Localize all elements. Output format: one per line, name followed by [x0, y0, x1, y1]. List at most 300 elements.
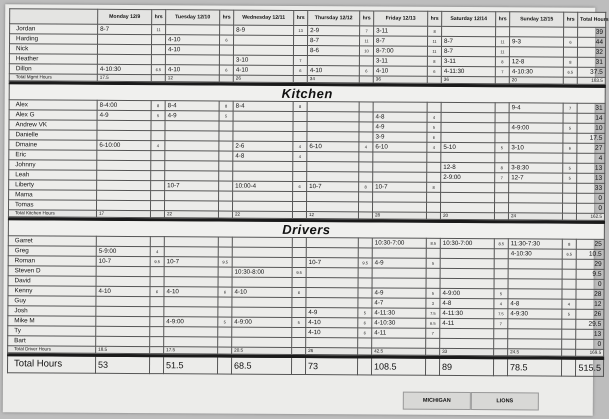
total-cell[interactable]: 0: [576, 339, 604, 349]
shift-cell[interactable]: [509, 183, 563, 193]
shift-cell[interactable]: 8-4: [165, 101, 219, 111]
shift-cell[interactable]: [358, 212, 372, 219]
shift-cell[interactable]: 10-7: [164, 257, 218, 267]
shift-cell[interactable]: [219, 191, 233, 201]
shift-cell[interactable]: 73: [305, 358, 357, 375]
shift-cell[interactable]: 6.5: [151, 65, 165, 75]
total-cell[interactable]: 32: [577, 47, 605, 57]
shift-cell[interactable]: [358, 338, 372, 348]
shift-cell[interactable]: [509, 193, 563, 203]
total-cell[interactable]: 169.5: [576, 349, 604, 356]
shift-cell[interactable]: [358, 288, 372, 298]
shift-cell[interactable]: 8: [495, 163, 509, 173]
shift-cell[interactable]: [292, 337, 306, 347]
shift-cell[interactable]: [151, 151, 165, 161]
shift-cell[interactable]: 6: [359, 66, 373, 76]
shift-cell[interactable]: 6: [219, 65, 233, 75]
shift-cell[interactable]: [218, 277, 232, 287]
total-cell[interactable]: 13: [577, 163, 605, 173]
shift-cell[interactable]: [232, 337, 292, 347]
shift-cell[interactable]: 4-10: [307, 66, 359, 76]
shift-cell[interactable]: 5: [292, 317, 306, 327]
shift-cell[interactable]: 10:30-8:00: [232, 267, 292, 277]
shift-cell[interactable]: [441, 182, 495, 192]
shift-cell[interactable]: [562, 289, 576, 299]
shift-cell[interactable]: [372, 338, 426, 348]
shift-cell[interactable]: [150, 237, 164, 247]
shift-cell[interactable]: 78.5: [507, 359, 561, 376]
shift-cell[interactable]: 2-6: [233, 141, 293, 151]
shift-cell[interactable]: [508, 203, 562, 213]
shift-cell[interactable]: [151, 55, 165, 65]
shift-cell[interactable]: [440, 328, 494, 338]
shift-cell[interactable]: 51.5: [163, 357, 217, 374]
shift-cell[interactable]: [166, 25, 220, 35]
shift-cell[interactable]: 6: [358, 318, 372, 328]
total-cell[interactable]: 12: [576, 299, 604, 309]
shift-cell[interactable]: 5: [495, 143, 509, 153]
shift-cell[interactable]: [358, 278, 372, 288]
shift-cell[interactable]: [494, 249, 508, 259]
shift-cell[interactable]: [509, 133, 563, 143]
shift-cell[interactable]: [152, 35, 166, 45]
shift-cell[interactable]: [306, 298, 358, 308]
shift-cell[interactable]: 17: [96, 210, 150, 217]
shift-cell[interactable]: 7: [426, 328, 440, 338]
shift-cell[interactable]: 20: [509, 77, 563, 84]
shift-cell[interactable]: 5: [426, 258, 440, 268]
shift-cell[interactable]: 6.5: [563, 67, 577, 77]
shift-cell[interactable]: [563, 133, 577, 143]
shift-cell[interactable]: 5: [562, 309, 576, 319]
shift-cell[interactable]: [359, 76, 373, 83]
shift-cell[interactable]: [358, 202, 372, 212]
shift-cell[interactable]: 3-9: [373, 132, 427, 142]
shift-cell[interactable]: [372, 278, 426, 288]
shift-cell[interactable]: 4: [494, 299, 508, 309]
shift-cell[interactable]: [291, 357, 305, 374]
shift-cell[interactable]: 4-9: [306, 308, 358, 318]
shift-cell[interactable]: 11: [495, 47, 509, 57]
shift-cell[interactable]: 9.5: [292, 267, 306, 277]
shift-cell[interactable]: [359, 112, 373, 122]
shift-cell[interactable]: [151, 45, 165, 55]
shift-cell[interactable]: [219, 161, 233, 171]
shift-cell[interactable]: 8: [427, 182, 441, 192]
shift-cell[interactable]: 17.5: [97, 74, 151, 81]
shift-cell[interactable]: [359, 56, 373, 66]
shift-cell[interactable]: [359, 132, 373, 142]
shift-cell[interactable]: [508, 319, 562, 329]
total-cell[interactable]: 29: [576, 259, 604, 269]
total-cell[interactable]: 0: [576, 279, 604, 289]
shift-cell[interactable]: [292, 257, 306, 267]
shift-cell[interactable]: [219, 141, 233, 151]
shift-cell[interactable]: [562, 339, 576, 349]
total-cell[interactable]: 9.5: [576, 269, 604, 279]
shift-cell[interactable]: [218, 237, 232, 247]
shift-cell[interactable]: [150, 277, 164, 287]
shift-cell[interactable]: [441, 192, 495, 202]
shift-cell[interactable]: [306, 238, 358, 248]
shift-cell[interactable]: [232, 307, 292, 317]
shift-cell[interactable]: 12: [165, 75, 219, 82]
shift-cell[interactable]: [219, 55, 233, 65]
total-cell[interactable]: 183.5: [577, 77, 605, 84]
total-cell[interactable]: 10: [577, 123, 605, 133]
shift-cell[interactable]: 10-7: [373, 182, 427, 192]
shift-cell[interactable]: [494, 269, 508, 279]
shift-cell[interactable]: [233, 171, 293, 181]
total-cell[interactable]: 31: [577, 57, 605, 67]
shift-cell[interactable]: 5: [219, 111, 233, 121]
shift-cell[interactable]: [306, 278, 358, 288]
shift-cell[interactable]: 4-7: [372, 298, 426, 308]
shift-cell[interactable]: 4-10: [96, 286, 150, 296]
shift-cell[interactable]: [440, 248, 494, 258]
shift-cell[interactable]: [164, 267, 218, 277]
shift-cell[interactable]: 4-10: [306, 328, 358, 338]
shift-cell[interactable]: 36: [441, 76, 495, 83]
shift-cell[interactable]: 4: [151, 141, 165, 151]
shift-cell[interactable]: [292, 201, 306, 211]
shift-cell[interactable]: 6: [150, 287, 164, 297]
shift-cell[interactable]: [165, 141, 219, 151]
shift-cell[interactable]: [306, 268, 358, 278]
shift-cell[interactable]: [293, 111, 307, 121]
shift-cell[interactable]: [292, 297, 306, 307]
shift-cell[interactable]: 4-9:00: [440, 288, 494, 298]
shift-cell[interactable]: 4-9:00: [232, 317, 292, 327]
shift-cell[interactable]: 7: [495, 67, 509, 77]
shift-cell[interactable]: [232, 257, 292, 267]
shift-cell[interactable]: [165, 151, 219, 161]
shift-cell[interactable]: [509, 113, 563, 123]
shift-cell[interactable]: 11: [428, 36, 442, 46]
shift-cell[interactable]: 5-10: [441, 142, 495, 152]
shift-cell[interactable]: 24.5: [508, 349, 562, 356]
shift-cell[interactable]: [151, 181, 165, 191]
shift-cell[interactable]: [220, 25, 234, 35]
shift-cell[interactable]: 5: [563, 163, 577, 173]
shift-cell[interactable]: 8-4:00: [97, 100, 151, 110]
shift-cell[interactable]: 11: [152, 25, 166, 35]
shift-cell[interactable]: [164, 237, 218, 247]
shift-cell[interactable]: 5: [358, 308, 372, 318]
shift-cell[interactable]: [151, 191, 165, 201]
shift-cell[interactable]: [359, 162, 373, 172]
shift-cell[interactable]: [441, 122, 495, 132]
shift-cell[interactable]: [150, 327, 164, 337]
shift-cell[interactable]: 11: [427, 46, 441, 56]
shift-cell[interactable]: [441, 152, 495, 162]
shift-cell[interactable]: [440, 268, 494, 278]
shift-cell[interactable]: 4-8: [373, 112, 427, 122]
michigan-tab[interactable]: MICHIGAN: [403, 392, 471, 410]
shift-cell[interactable]: 12: [306, 212, 358, 219]
shift-cell[interactable]: [563, 113, 577, 123]
shift-cell[interactable]: 3-10: [233, 55, 293, 65]
shift-cell[interactable]: [293, 161, 307, 171]
total-cell[interactable]: 27: [577, 143, 605, 153]
shift-cell[interactable]: [427, 162, 441, 172]
shift-cell[interactable]: [150, 337, 164, 347]
shift-cell[interactable]: 6.5: [426, 318, 440, 328]
shift-cell[interactable]: 7: [360, 26, 374, 36]
shift-cell[interactable]: 4: [293, 141, 307, 151]
shift-cell[interactable]: [495, 153, 509, 163]
shift-cell[interactable]: [219, 151, 233, 161]
shift-cell[interactable]: 4-10:30: [97, 64, 151, 74]
shift-cell[interactable]: 8: [359, 182, 373, 192]
shift-cell[interactable]: 3-10: [509, 143, 563, 153]
shift-cell[interactable]: 9.5: [358, 258, 372, 268]
shift-cell[interactable]: 33: [440, 348, 494, 355]
shift-cell[interactable]: [97, 130, 151, 140]
shift-cell[interactable]: 13: [294, 25, 308, 35]
shift-cell[interactable]: 4: [427, 112, 441, 122]
shift-cell[interactable]: 18.5: [96, 346, 150, 353]
shift-cell[interactable]: [150, 267, 164, 277]
shift-cell[interactable]: [357, 358, 371, 375]
shift-cell[interactable]: [359, 102, 373, 112]
shift-cell[interactable]: 8-4: [233, 101, 293, 111]
shift-cell[interactable]: [307, 152, 359, 162]
shift-cell[interactable]: [427, 172, 441, 182]
shift-cell[interactable]: 10-7: [307, 182, 359, 192]
shift-cell[interactable]: [440, 278, 494, 288]
shift-cell[interactable]: 2-9: [308, 26, 360, 36]
shift-cell[interactable]: [494, 349, 508, 356]
shift-cell[interactable]: [509, 153, 563, 163]
shift-cell[interactable]: [219, 45, 233, 55]
total-cell[interactable]: 515.5: [575, 359, 603, 376]
shift-cell[interactable]: 24: [508, 213, 562, 220]
shift-cell[interactable]: 7: [293, 55, 307, 65]
total-cell[interactable]: 10.5: [576, 249, 604, 259]
total-cell[interactable]: 26: [576, 309, 604, 319]
shift-cell[interactable]: [97, 170, 151, 180]
shift-cell[interactable]: 10-7: [306, 258, 358, 268]
shift-cell[interactable]: [151, 171, 165, 181]
shift-cell[interactable]: [165, 121, 219, 131]
shift-cell[interactable]: [233, 131, 293, 141]
shift-cell[interactable]: 22: [164, 211, 218, 218]
shift-cell[interactable]: 4-10:30: [508, 249, 562, 259]
shift-cell[interactable]: [440, 338, 494, 348]
shift-cell[interactable]: 5-9:00: [96, 246, 150, 256]
shift-cell[interactable]: [164, 337, 218, 347]
shift-cell[interactable]: 6: [218, 287, 232, 297]
shift-cell[interactable]: [293, 121, 307, 131]
shift-cell[interactable]: [218, 297, 232, 307]
shift-cell[interactable]: [165, 131, 219, 141]
shift-cell[interactable]: [307, 122, 359, 132]
shift-cell[interactable]: [307, 162, 359, 172]
shift-cell[interactable]: 4-9: [165, 111, 219, 121]
shift-cell[interactable]: 4-9:00: [164, 317, 218, 327]
shift-cell[interactable]: [151, 131, 165, 141]
shift-cell[interactable]: 8-7:00: [373, 46, 427, 56]
shift-cell[interactable]: [292, 277, 306, 287]
shift-cell[interactable]: 42.5: [372, 348, 426, 355]
shift-cell[interactable]: 68.5: [231, 357, 291, 374]
shift-cell[interactable]: 53: [95, 356, 149, 373]
shift-cell[interactable]: 5: [151, 111, 165, 121]
shift-cell[interactable]: 8: [293, 101, 307, 111]
shift-cell[interactable]: [426, 248, 440, 258]
shift-cell[interactable]: 6.5: [562, 249, 576, 259]
shift-cell[interactable]: 4-11:30: [372, 308, 426, 318]
shift-cell[interactable]: 7.5: [426, 308, 440, 318]
shift-cell[interactable]: 4: [293, 151, 307, 161]
shift-cell[interactable]: [563, 47, 577, 57]
shift-cell[interactable]: [493, 359, 507, 376]
shift-cell[interactable]: [440, 258, 494, 268]
total-cell[interactable]: 4: [577, 153, 605, 163]
shift-cell[interactable]: [233, 121, 293, 131]
lions-tab[interactable]: LIONS: [471, 392, 539, 410]
shift-cell[interactable]: 6: [563, 143, 577, 153]
shift-cell[interactable]: [372, 248, 426, 258]
total-cell[interactable]: 13: [577, 173, 605, 183]
shift-cell[interactable]: [359, 152, 373, 162]
shift-cell[interactable]: [508, 289, 562, 299]
shift-cell[interactable]: [442, 26, 496, 36]
shift-cell[interactable]: [218, 347, 232, 354]
shift-cell[interactable]: 4-10: [233, 65, 293, 75]
shift-cell[interactable]: 4-10:30: [372, 318, 426, 328]
shift-cell[interactable]: [359, 192, 373, 202]
shift-cell[interactable]: [307, 112, 359, 122]
total-cell[interactable]: 29.5: [576, 319, 604, 329]
shift-cell[interactable]: 36: [373, 76, 427, 83]
shift-cell[interactable]: [293, 191, 307, 201]
shift-cell[interactable]: 6: [427, 66, 441, 76]
shift-cell[interactable]: 12-8: [509, 57, 563, 67]
shift-cell[interactable]: 4-10: [373, 66, 427, 76]
shift-cell[interactable]: 17.5: [164, 347, 218, 354]
shift-cell[interactable]: [495, 133, 509, 143]
shift-cell[interactable]: 7.5: [494, 309, 508, 319]
total-cell[interactable]: 0: [576, 203, 604, 213]
shift-cell[interactable]: 20.5: [232, 347, 292, 354]
shift-cell[interactable]: [218, 327, 232, 337]
shift-cell[interactable]: [306, 338, 358, 348]
shift-cell[interactable]: [292, 211, 306, 218]
shift-cell[interactable]: [427, 102, 441, 112]
shift-cell[interactable]: [97, 44, 151, 54]
shift-cell[interactable]: [97, 150, 151, 160]
shift-cell[interactable]: 26: [233, 75, 293, 82]
total-cell[interactable]: 37.5: [577, 67, 605, 77]
shift-cell[interactable]: [373, 192, 427, 202]
shift-cell[interactable]: 34: [307, 76, 359, 83]
shift-cell[interactable]: 8: [427, 56, 441, 66]
shift-cell[interactable]: [218, 247, 232, 257]
shift-cell[interactable]: [97, 190, 151, 200]
shift-cell[interactable]: 10-7: [165, 181, 219, 191]
shift-cell[interactable]: [427, 192, 441, 202]
shift-cell[interactable]: 10:30-7:00: [372, 238, 426, 248]
shift-cell[interactable]: [292, 307, 306, 317]
shift-cell[interactable]: 4-9: [97, 110, 151, 120]
shift-cell[interactable]: [164, 297, 218, 307]
shift-cell[interactable]: [232, 247, 292, 257]
shift-cell[interactable]: 4-11:30: [440, 308, 494, 318]
shift-cell[interactable]: 89: [439, 358, 493, 375]
shift-cell[interactable]: [96, 266, 150, 276]
total-cell[interactable]: 17.5: [577, 133, 605, 143]
shift-cell[interactable]: 4-11: [372, 328, 426, 338]
shift-cell[interactable]: [372, 202, 426, 212]
shift-cell[interactable]: [96, 306, 150, 316]
shift-cell[interactable]: 3-11: [373, 56, 427, 66]
shift-cell[interactable]: 7: [563, 103, 577, 113]
shift-cell[interactable]: 8-7: [442, 36, 496, 46]
shift-cell[interactable]: [151, 161, 165, 171]
shift-cell[interactable]: 9.5: [150, 257, 164, 267]
shift-cell[interactable]: 11:30-7:30: [508, 239, 562, 249]
shift-cell[interactable]: [219, 121, 233, 131]
shift-cell[interactable]: 8-7: [98, 24, 152, 34]
shift-cell[interactable]: [233, 45, 293, 55]
shift-cell[interactable]: 12-8: [441, 162, 495, 172]
total-cell[interactable]: 39: [578, 27, 606, 37]
shift-cell[interactable]: [218, 201, 232, 211]
shift-cell[interactable]: [494, 203, 508, 213]
shift-cell[interactable]: [373, 152, 427, 162]
shift-cell[interactable]: [508, 259, 562, 269]
shift-cell[interactable]: [441, 132, 495, 142]
shift-cell[interactable]: 10-7: [96, 256, 150, 266]
shift-cell[interactable]: [150, 317, 164, 327]
shift-cell[interactable]: [306, 202, 358, 212]
shift-cell[interactable]: 4-10: [164, 287, 218, 297]
shift-cell[interactable]: 6: [220, 35, 234, 45]
shift-cell[interactable]: [494, 213, 508, 220]
shift-cell[interactable]: [358, 268, 372, 278]
shift-cell[interactable]: 108.5: [371, 358, 425, 375]
shift-cell[interactable]: [219, 131, 233, 141]
shift-cell[interactable]: 6: [358, 328, 372, 338]
shift-cell[interactable]: [425, 358, 439, 375]
shift-cell[interactable]: [495, 183, 509, 193]
shift-cell[interactable]: [307, 192, 359, 202]
shift-cell[interactable]: [218, 307, 232, 317]
shift-cell[interactable]: [495, 103, 509, 113]
shift-cell[interactable]: [494, 279, 508, 289]
shift-cell[interactable]: 10:00-4: [233, 181, 293, 191]
shift-cell[interactable]: [96, 316, 150, 326]
shift-cell[interactable]: [373, 162, 427, 172]
shift-cell[interactable]: 4-9:00: [509, 123, 563, 133]
shift-cell[interactable]: [218, 211, 232, 218]
shift-cell[interactable]: [294, 35, 308, 45]
shift-cell[interactable]: [96, 200, 150, 210]
shift-cell[interactable]: 3-11: [374, 26, 428, 36]
shift-cell[interactable]: [494, 329, 508, 339]
shift-cell[interactable]: [151, 121, 165, 131]
shift-cell[interactable]: 4-11:30: [441, 66, 495, 76]
shift-cell[interactable]: [149, 357, 163, 374]
shift-cell[interactable]: [165, 191, 219, 201]
shift-cell[interactable]: 22: [232, 211, 292, 218]
shift-cell[interactable]: 4-10: [165, 65, 219, 75]
shift-cell[interactable]: [508, 279, 562, 289]
shift-cell[interactable]: 9-3: [510, 37, 564, 47]
shift-cell[interactable]: 6: [563, 37, 577, 47]
